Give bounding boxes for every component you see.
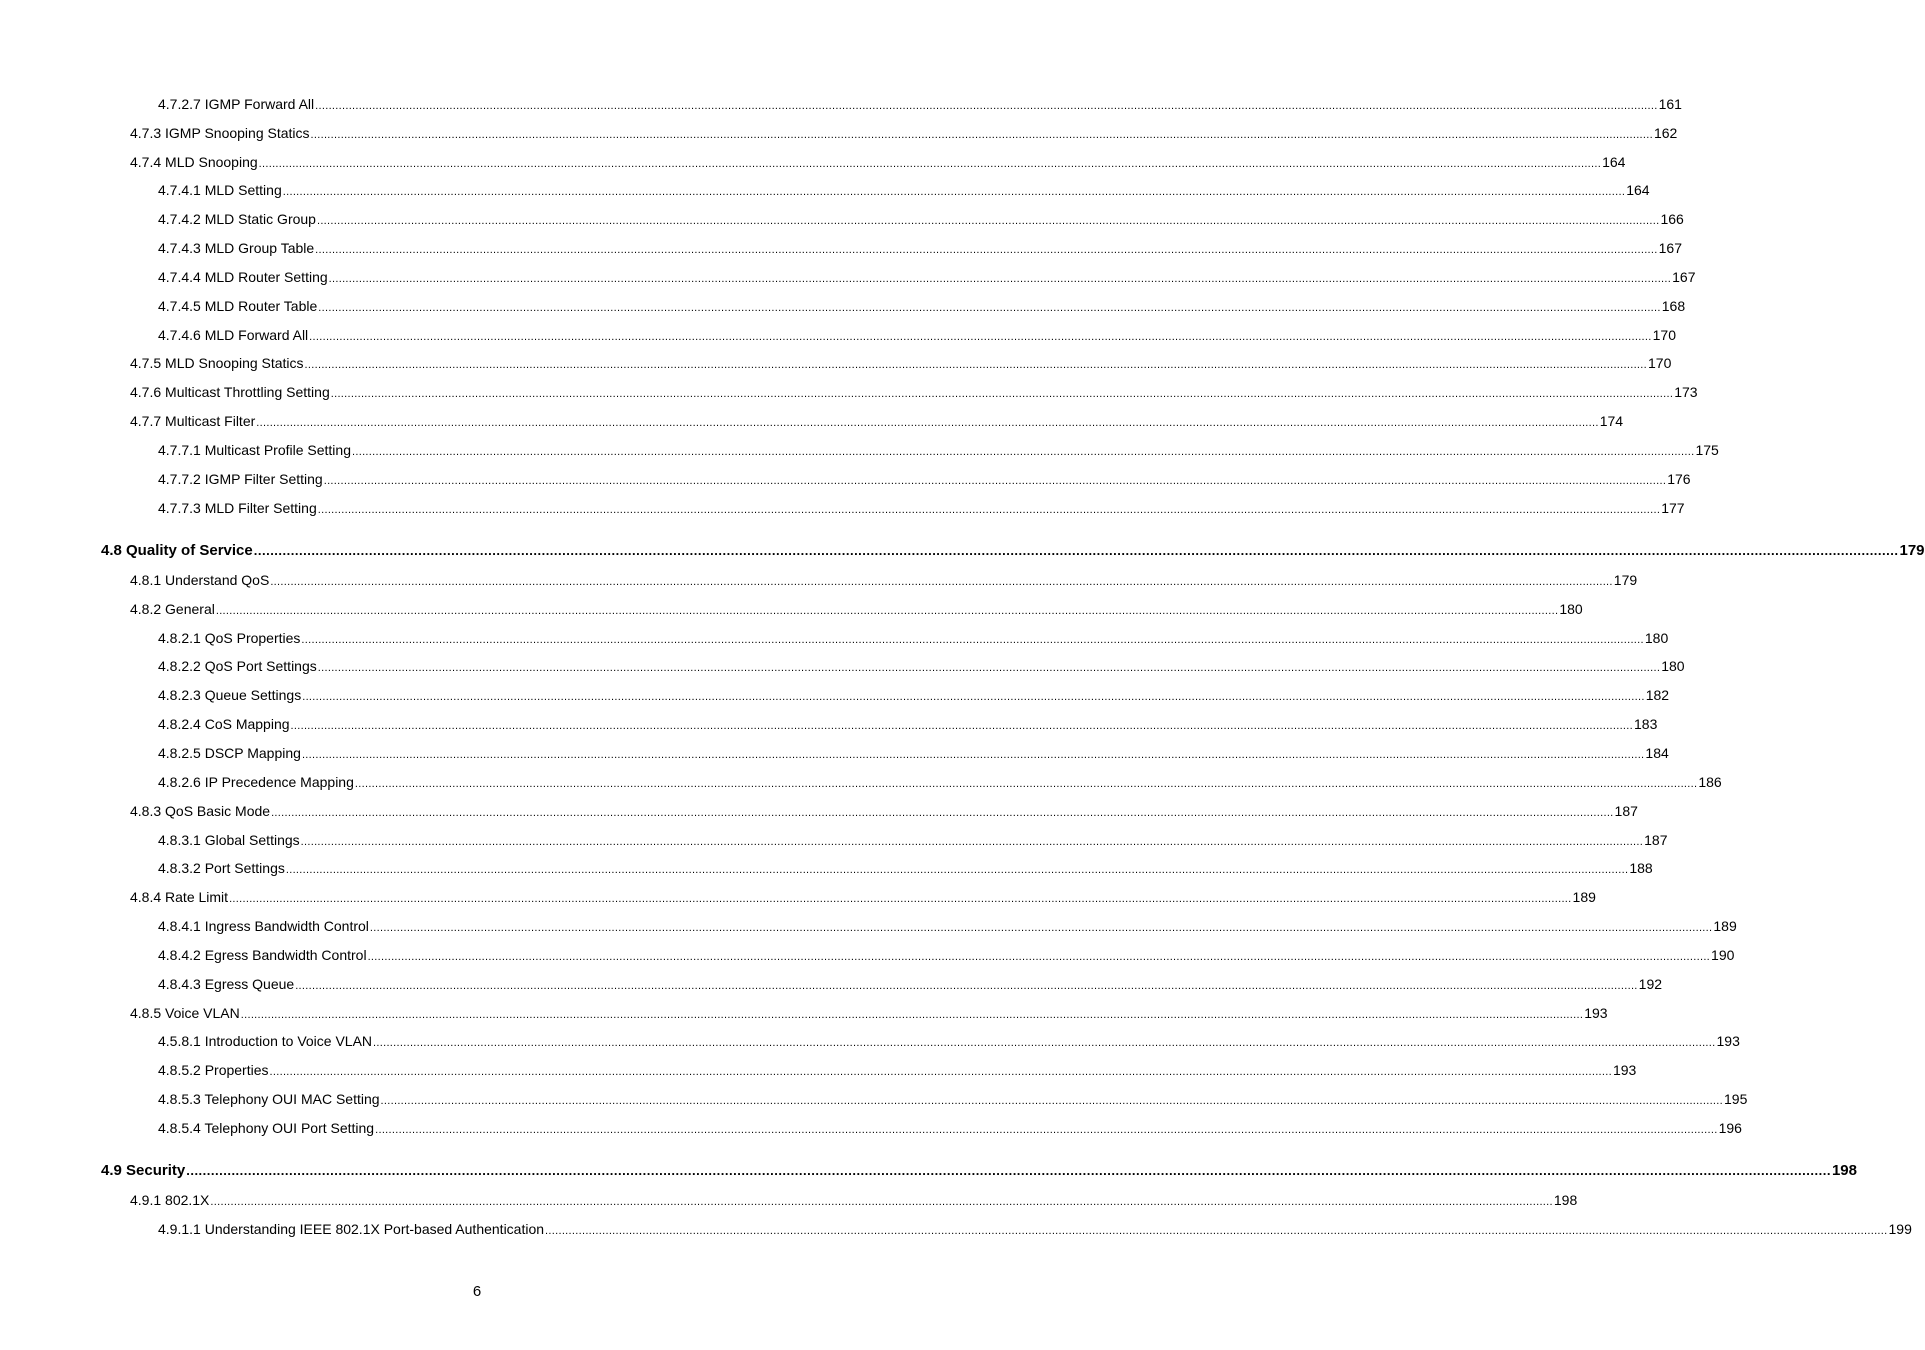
toc-entry-title: 4.8.2.1 QoS Properties <box>158 630 301 646</box>
toc-entry-title: 4.8.1 Understand QoS <box>130 572 270 588</box>
toc-entry-page: 162 <box>1653 125 1678 141</box>
toc-entry-page: 186 <box>1698 774 1722 790</box>
toc-entry[interactable] <box>158 326 1676 346</box>
toc-entry-title: 4.8.5.3 Telephony OUI MAC Setting <box>158 1091 380 1107</box>
toc-entry-page: 161 <box>1658 96 1682 112</box>
toc-entry[interactable] <box>158 831 1668 851</box>
dot-leader: ................................................................................................................................................................................................................................................................................................................................................................................................................ <box>367 951 1711 963</box>
toc-entry[interactable] <box>130 412 1624 432</box>
toc-entry-title: 4.7.4.4 MLD Router Setting <box>158 269 328 285</box>
toc-entry-title: 4.8.3.1 Global Settings <box>158 832 300 848</box>
dot-leader: ................................................................................................................................................................................................................................................................................................................................................................................................................ <box>270 576 1613 588</box>
toc-entry-page: 183 <box>1634 716 1658 732</box>
toc-entry[interactable] <box>158 210 1684 230</box>
toc-entry[interactable] <box>158 1119 1742 1139</box>
toc-entry-title: 4.8.4.3 Egress Queue <box>158 976 295 992</box>
toc-entry[interactable] <box>130 354 1672 374</box>
toc-entry-page: 184 <box>1645 745 1669 761</box>
dot-leader: ................................................................................................................................................................................................................................................................................................................................................................................................................ <box>315 100 1658 112</box>
toc-entry-page: 170 <box>1652 327 1676 343</box>
toc-entry-page: 198 <box>1831 1162 1857 1179</box>
dot-leader: ................................................................................................................................................................................................................................................................................................................................................................................................................ <box>302 691 1645 703</box>
toc-entry-page: 166 <box>1660 211 1684 227</box>
dot-leader: ................................................................................................................................................................................................................................................................................................................................................................................................................ <box>328 273 1672 285</box>
toc-entry-page: 177 <box>1661 500 1685 516</box>
toc-entry-page: 192 <box>1638 976 1663 992</box>
toc-entry[interactable] <box>158 975 1663 995</box>
toc-entry[interactable] <box>130 124 1678 144</box>
toc-entry[interactable] <box>130 571 1638 591</box>
toc-entry-title: 4.8.4.1 Ingress Bandwidth Control <box>158 918 369 934</box>
toc-entry[interactable] <box>158 297 1686 317</box>
dot-leader: ................................................................................................................................................................................................................................................................................................................................................................................................................ <box>253 543 1899 558</box>
toc-entry[interactable] <box>158 1220 1912 1240</box>
toc-entry[interactable] <box>158 744 1669 764</box>
dot-leader: ................................................................................................................................................................................................................................................................................................................................................................................................................ <box>256 417 1599 429</box>
toc-entry-page: 189 <box>1713 918 1737 934</box>
toc-entry-title: 4.8.2.2 QoS Port Settings <box>158 658 317 674</box>
toc-entry-title: 4.7.4.6 MLD Forward All <box>158 327 309 343</box>
toc-entry[interactable] <box>158 441 1719 461</box>
toc-entry[interactable] <box>158 1061 1637 1081</box>
dot-leader: ................................................................................................................................................................................................................................................................................................................................................................................................................ <box>258 158 1602 170</box>
page-number: 6 <box>472 1283 482 1300</box>
toc-entry[interactable] <box>158 657 1685 677</box>
toc-entry[interactable] <box>158 268 1696 288</box>
dot-leader: ................................................................................................................................................................................................................................................................................................................................................................................................................ <box>290 720 1633 732</box>
toc-entry-title: 4.9.1.1 Understanding IEEE 802.1X Port-based Authentication <box>158 1221 545 1237</box>
toc-entry-title: 4.8.2.4 CoS Mapping <box>158 716 290 732</box>
dot-leader: ................................................................................................................................................................................................................................................................................................................................................................................................................ <box>354 778 1698 790</box>
dot-leader: ................................................................................................................................................................................................................................................................................................................................................................................................................ <box>269 1066 1612 1078</box>
dot-leader: ................................................................................................................................................................................................................................................................................................................................................................................................................ <box>323 475 1667 487</box>
toc-entry[interactable] <box>158 470 1691 490</box>
dot-leader: ................................................................................................................................................................................................................................................................................................................................................................................................................ <box>317 504 1661 516</box>
toc-entry[interactable] <box>130 153 1626 173</box>
dot-leader: ................................................................................................................................................................................................................................................................................................................................................................................................................ <box>317 662 1661 674</box>
dot-leader: ................................................................................................................................................................................................................................................................................................................................................................................................................ <box>301 634 1644 646</box>
toc-entry-title: 4.7.3 IGMP Snooping Statics <box>130 125 310 141</box>
dot-leader: ................................................................................................................................................................................................................................................................................................................................................................................................................ <box>380 1095 1724 1107</box>
toc-entry[interactable] <box>158 917 1737 937</box>
toc-entry-title: 4.9.1 802.1X <box>130 1192 210 1208</box>
dot-leader: ................................................................................................................................................................................................................................................................................................................................................................................................................ <box>229 893 1572 905</box>
toc-entry-page: 187 <box>1614 803 1638 819</box>
toc-entry-title: 4.7.4.2 MLD Static Group <box>158 211 316 227</box>
toc-entry[interactable] <box>158 629 1669 649</box>
toc-entry-page: 193 <box>1716 1033 1740 1049</box>
dot-leader: ................................................................................................................................................................................................................................................................................................................................................................................................................ <box>240 1009 1584 1021</box>
toc-entry[interactable] <box>158 773 1722 793</box>
toc-entry[interactable] <box>130 1191 1578 1211</box>
toc-entry-page: 168 <box>1661 298 1686 314</box>
toc-entry-page: 164 <box>1602 154 1626 170</box>
toc-entry-title: 4.5.8.1 Introduction to Voice VLAN <box>158 1033 373 1049</box>
dot-leader: ................................................................................................................................................................................................................................................................................................................................................................................................................ <box>545 1225 1888 1237</box>
toc-entry[interactable] <box>130 600 1583 620</box>
toc-entry-page: 175 <box>1695 442 1719 458</box>
toc-entry[interactable] <box>101 1162 1857 1180</box>
toc-entry-title: 4.9 Security <box>101 1162 186 1179</box>
toc-entry-title: 4.8.2.5 DSCP Mapping <box>158 745 301 761</box>
toc-entry-title: 4.7.7.2 IGMP Filter Setting <box>158 471 323 487</box>
toc-entry[interactable] <box>158 946 1735 966</box>
toc-entry-page: 193 <box>1612 1062 1637 1078</box>
toc-entry[interactable] <box>130 802 1638 822</box>
toc-entry-page: 167 <box>1672 269 1696 285</box>
toc-entry-title: 4.8.3 QoS Basic Mode <box>130 803 271 819</box>
toc-entry-page: 180 <box>1661 658 1685 674</box>
toc-entry-page: 180 <box>1644 630 1669 646</box>
dot-leader: ................................................................................................................................................................................................................................................................................................................................................................................................................ <box>210 1196 1553 1208</box>
toc-entry-page: 189 <box>1572 889 1596 905</box>
toc-entry[interactable] <box>101 542 1925 560</box>
toc-entry[interactable] <box>130 1004 1608 1024</box>
dot-leader: ................................................................................................................................................................................................................................................................................................................................................................................................................ <box>369 922 1713 934</box>
dot-leader: ................................................................................................................................................................................................................................................................................................................................................................................................................ <box>300 836 1644 848</box>
toc-entry-title: 4.7.6 Multicast Throttling Setting <box>130 384 330 400</box>
toc-entry-title: 4.7.4.3 MLD Group Table <box>158 240 315 256</box>
toc-entry-title: 4.7.2.7 IGMP Forward All <box>158 96 315 112</box>
toc-entry-page: 195 <box>1724 1091 1748 1107</box>
toc-entry-page: 187 <box>1644 832 1668 848</box>
toc-entry-page: 198 <box>1553 1192 1578 1208</box>
toc-entry-title: 4.7.4 MLD Snooping <box>130 154 258 170</box>
toc-entry-title: 4.8.4.2 Egress Bandwidth Control <box>158 947 367 963</box>
dot-leader: ................................................................................................................................................................................................................................................................................................................................................................................................................ <box>315 244 1658 256</box>
dot-leader: ................................................................................................................................................................................................................................................................................................................................................................................................................ <box>186 1163 1831 1178</box>
toc-entry[interactable] <box>130 383 1698 403</box>
toc-entry[interactable] <box>158 239 1682 259</box>
toc-entry[interactable] <box>158 181 1650 201</box>
toc-entry[interactable] <box>158 715 1658 735</box>
toc-entry-title: 4.8.4 Rate Limit <box>130 889 229 905</box>
toc-entry-title: 4.8 Quality of Service <box>101 542 253 559</box>
toc-entry[interactable] <box>158 1032 1740 1052</box>
toc-entry-page: 174 <box>1599 413 1624 429</box>
dot-leader: ................................................................................................................................................................................................................................................................................................................................................................................................................ <box>373 1037 1716 1049</box>
toc-entry-page: 164 <box>1626 182 1650 198</box>
toc-entry-page: 179 <box>1899 542 1925 559</box>
dot-leader: ................................................................................................................................................................................................................................................................................................................................................................................................................ <box>304 359 1648 371</box>
toc-entry-title: 4.8.2.6 IP Precedence Mapping <box>158 774 354 790</box>
toc-entry-page: 199 <box>1888 1221 1912 1237</box>
dot-leader: ................................................................................................................................................................................................................................................................................................................................................................................................................ <box>318 302 1661 314</box>
toc-entry-page: 167 <box>1658 240 1682 256</box>
dot-leader: ................................................................................................................................................................................................................................................................................................................................................................................................................ <box>330 388 1674 400</box>
toc-entry-title: 4.8.5 Voice VLAN <box>130 1005 240 1021</box>
toc-entry-page: 173 <box>1674 384 1698 400</box>
toc-entry-page: 188 <box>1629 860 1653 876</box>
dot-leader: ................................................................................................................................................................................................................................................................................................................................................................................................................ <box>375 1124 1718 1136</box>
toc-entry[interactable] <box>158 499 1685 519</box>
toc-entry-page: 182 <box>1645 687 1670 703</box>
toc-entry[interactable] <box>158 686 1670 706</box>
toc-entry-title: 4.8.2 General <box>130 601 215 617</box>
toc-entry-title: 4.7.7.3 MLD Filter Setting <box>158 500 317 516</box>
toc-entry-title: 4.7.7 Multicast Filter <box>130 413 256 429</box>
toc-entry[interactable] <box>158 859 1653 879</box>
dot-leader: ................................................................................................................................................................................................................................................................................................................................................................................................................ <box>295 980 1638 992</box>
dot-leader: ................................................................................................................................................................................................................................................................................................................................................................................................................ <box>285 864 1629 876</box>
toc-entry-title: 4.7.4.1 MLD Setting <box>158 182 282 198</box>
dot-leader: ................................................................................................................................................................................................................................................................................................................................................................................................................ <box>316 215 1660 227</box>
dot-leader: ................................................................................................................................................................................................................................................................................................................................................................................................................ <box>309 331 1652 343</box>
toc-entry-title: 4.8.5.4 Telephony OUI Port Setting <box>158 1120 375 1136</box>
toc-entry-title: 4.8.3.2 Port Settings <box>158 860 285 876</box>
toc-entry-title: 4.7.4.5 MLD Router Table <box>158 298 318 314</box>
dot-leader: ................................................................................................................................................................................................................................................................................................................................................................................................................ <box>215 605 1559 617</box>
dot-leader: ................................................................................................................................................................................................................................................................................................................................................................................................................ <box>310 129 1653 141</box>
toc-entry[interactable] <box>158 1090 1748 1110</box>
toc-entry[interactable] <box>130 888 1596 908</box>
toc-entry[interactable] <box>158 95 1682 115</box>
toc-entry-page: 190 <box>1711 947 1735 963</box>
toc-entry-page: 170 <box>1648 355 1672 371</box>
dot-leader: ................................................................................................................................................................................................................................................................................................................................................................................................................ <box>301 749 1645 761</box>
dot-leader: ................................................................................................................................................................................................................................................................................................................................................................................................................ <box>352 446 1695 458</box>
toc-entry-title: 4.7.7.1 Multicast Profile Setting <box>158 442 351 458</box>
toc-entry-title: 4.7.5 MLD Snooping Statics <box>130 355 304 371</box>
toc-entry-page: 196 <box>1718 1120 1742 1136</box>
toc-entry-page: 193 <box>1584 1005 1608 1021</box>
dot-leader: ................................................................................................................................................................................................................................................................................................................................................................................................................ <box>271 807 1614 819</box>
toc-entry-page: 179 <box>1613 572 1638 588</box>
toc-entry-title: 4.8.2.3 Queue Settings <box>158 687 302 703</box>
dot-leader: ................................................................................................................................................................................................................................................................................................................................................................................................................ <box>282 186 1626 198</box>
toc-entry-page: 180 <box>1559 601 1583 617</box>
toc-entry-title: 4.8.5.2 Properties <box>158 1062 269 1078</box>
toc-entry-page: 176 <box>1667 471 1691 487</box>
